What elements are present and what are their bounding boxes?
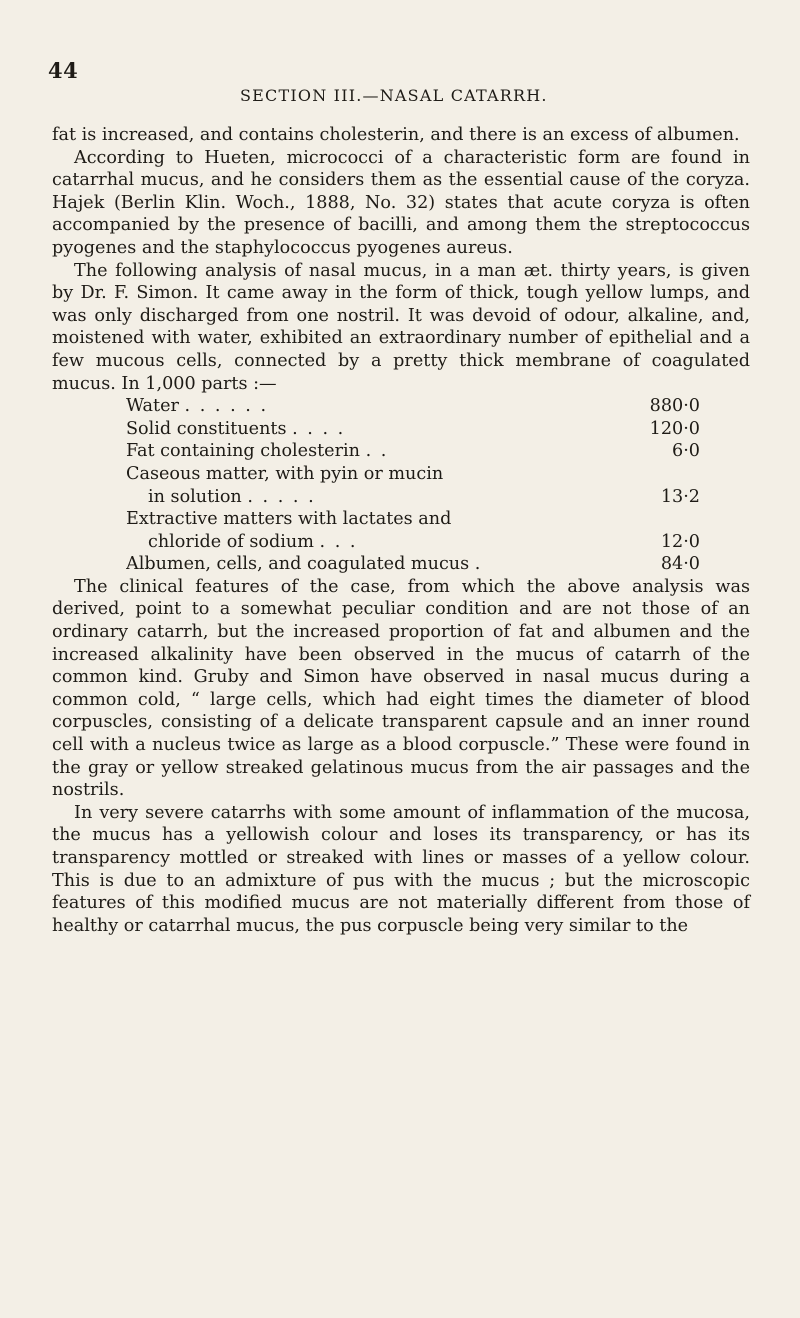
row-label: chloride of sodium . . .	[148, 531, 358, 552]
paragraph-1: fat is increased, and contains cholesterin, and there is an excess of albumen.	[52, 125, 740, 145]
paragraph-2: According to Hueten, micrococci of a characteristic form are found in catarrhal mucus, and he considers them as the essential cause of the coryza. Hajek (Berlin Klin. Woch., 1888, No. 32) states that acute coryza is often accompanied by the presence of bacilli, and among them the streptococcus pyogenes and the staphylococcus pyogenes aureus.	[52, 147, 750, 258]
table-row	[126, 463, 700, 486]
row-value: 12·0	[660, 531, 700, 552]
table-row	[126, 440, 700, 463]
row-value: 120·0	[649, 418, 700, 439]
row-value: 880·0	[649, 396, 700, 417]
table-row	[126, 486, 700, 509]
row-value: 13·2	[660, 486, 700, 507]
table-row	[126, 553, 700, 576]
row-value: 6·0	[672, 441, 700, 462]
table-row	[126, 395, 700, 418]
row-label: Fat containing cholesterin . .	[126, 441, 389, 462]
table-row	[126, 508, 700, 531]
row-label: Caseous matter, with pyin or mucin	[126, 463, 444, 484]
page-number: 44	[48, 58, 79, 83]
page-body	[52, 124, 750, 937]
running-head: SECTION III.—NASAL CATARRH.	[240, 86, 548, 105]
row-label: Solid constituents . . . .	[126, 418, 346, 439]
paragraph-5: In very severe catarrhs with some amount of inflammation of the mucosa, the mucus has a yellowish colour and loses its transparency, or has its transparency mottled or streaked with lines or masses of a yellow colour. This is due to an admixture of pus with the mucus ; but the microscopic features of this modified mucus are not materially different from those of healthy or catarrhal mucus, the pus corpuscle being very similar to the	[52, 802, 750, 936]
row-label: in solution . . . . .	[148, 486, 316, 507]
paragraph-3: The following analysis of nasal mucus, in a man æt. thirty years, is given by Dr. F. Simon. It came away in the form of thick, tough yellow lumps, and was only discharged from one nostril. It was devoid of odour, alkaline, and, moistened with water, exhibited an extraordinary number of epithelial and a few mucous cells, connected by a pretty thick membrane of coagulated mucus. In 1,000 parts :—	[52, 260, 750, 394]
row-label: Water . . . . . .	[126, 396, 269, 417]
row-label: Albumen, cells, and coagulated mucus .	[126, 554, 483, 575]
table-row	[126, 531, 700, 554]
mucus-analysis-table	[126, 395, 700, 576]
paragraph-4: The clinical features of the case, from which the above analysis was derived, point to a somewhat peculiar condition and are not those of an ordinary catarrh, but the increased proportion of fat and albumen and the increased alkalinity have been observed in the mucus of catarrh of the common kind. Gruby and Simon have observed in nasal mucus during a common cold, “ large cells, which had eight times the diameter of blood corpuscles, consisting of a delicate transparent capsule and an inner round cell with a nucleus twice as large as a blood corpuscle.” These were found in the gray or yellow streaked gelatinous mucus from the air passages and the nostrils.	[52, 576, 750, 801]
row-label: Extractive matters with lactates and	[126, 509, 452, 530]
table-row	[126, 418, 700, 441]
row-value: 84·0	[660, 554, 700, 575]
